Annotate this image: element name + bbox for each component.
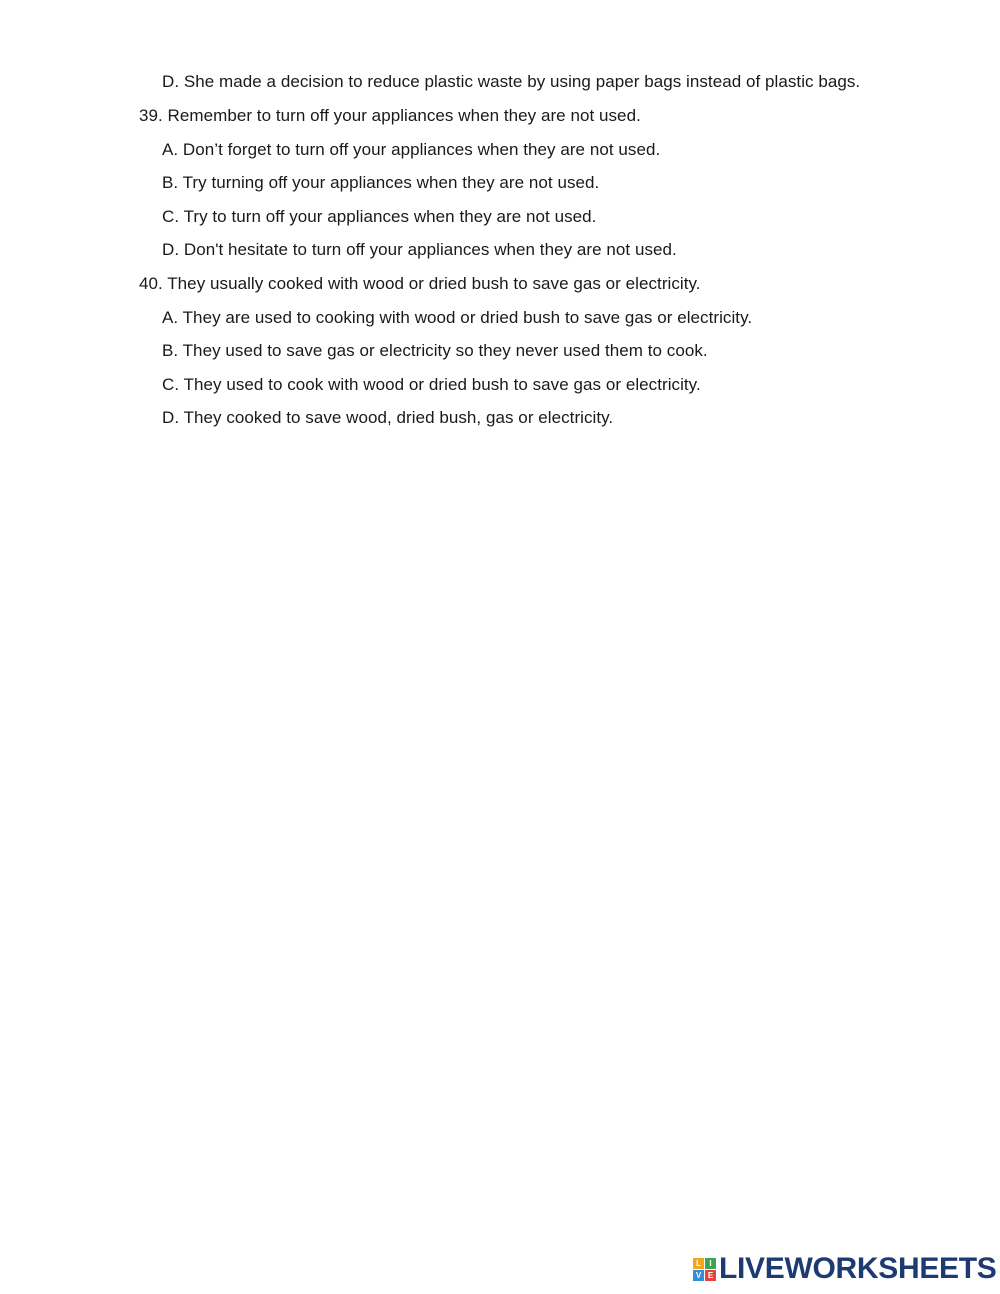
option-40-b: B. They used to save gas or electricity so they never used them to cook. <box>162 341 708 360</box>
option-40-a: A. They are used to cooking with wood or dried bush to save gas or electricity. <box>162 308 753 327</box>
option-38-d: D. She made a decision to reduce plastic waste by using paper bags instead of plastic bags. <box>162 72 861 91</box>
option-39-b: B. Try turning off your appliances when they are not used. <box>162 173 600 192</box>
logo-text: LIVEWORKSHEETS <box>719 1252 997 1285</box>
liveworksheets-logo[interactable] <box>693 1252 997 1285</box>
logo-mark-icon <box>693 1258 716 1281</box>
logo-mark-cell: V <box>693 1270 704 1281</box>
logo-mark-cell: I <box>705 1258 716 1269</box>
logo-mark-cell: E <box>705 1270 716 1281</box>
logo-mark-cell: L <box>693 1258 704 1269</box>
question-40: 40. They usually cooked with wood or dried bush to save gas or electricity. <box>139 274 701 293</box>
option-40-c: C. They used to cook with wood or dried bush to save gas or electricity. <box>162 375 701 394</box>
option-39-c: C. Try to turn off your appliances when they are not used. <box>162 207 597 226</box>
question-39: 39. Remember to turn off your appliances when they are not used. <box>139 106 641 125</box>
option-40-d: D. They cooked to save wood, dried bush, gas or electricity. <box>162 408 614 427</box>
option-39-d: D. Don't hesitate to turn off your appliances when they are not used. <box>162 240 677 259</box>
option-39-a: A. Don’t forget to turn off your appliances when they are not used. <box>162 140 661 159</box>
